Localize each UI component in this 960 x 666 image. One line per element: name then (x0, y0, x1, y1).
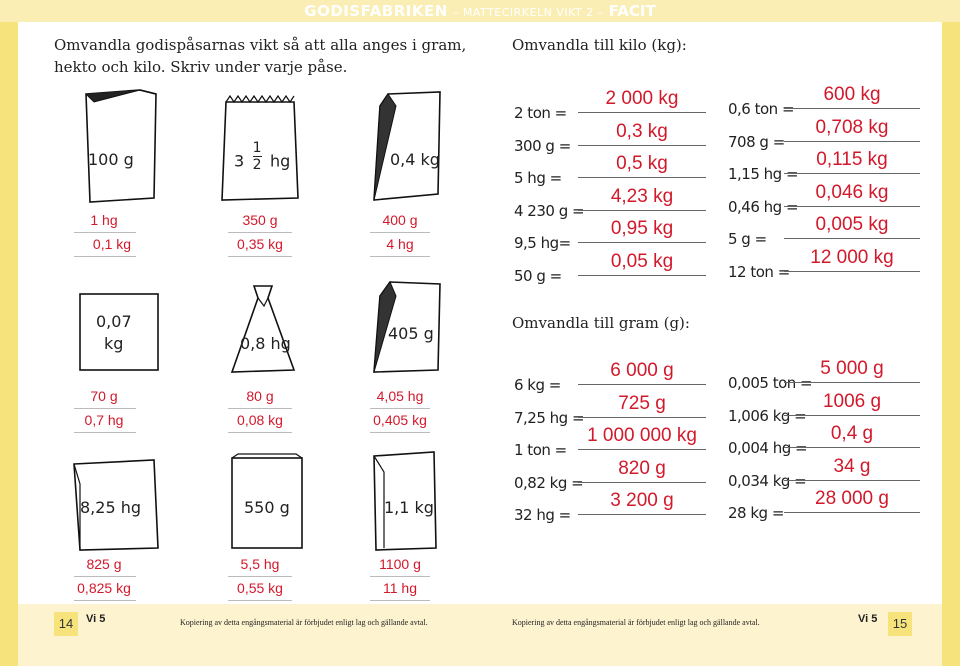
bag-7-answer-2: 0,825 kg (77, 580, 131, 596)
left-margin-stripe (0, 0, 18, 666)
exercise-answer: 3 200 g (610, 490, 674, 511)
exercise-question: 0,82 kg = (514, 473, 584, 492)
answer-line (370, 256, 430, 257)
answer-line (784, 512, 920, 513)
exercise-answer: 1006 g (822, 390, 882, 412)
exercise-answer: 0,708 kg (815, 116, 889, 138)
answer-line (784, 206, 920, 207)
right-margin-stripe (942, 0, 960, 666)
exercise-answer: 0,046 kg (815, 181, 889, 203)
answer-line (228, 232, 292, 233)
bag-9-answer-1: 1100 g (379, 556, 421, 572)
bag-4-answer-2: 0,7 hg (84, 412, 124, 428)
answer-line (74, 432, 136, 433)
bag-1-answer-2: 0,1 kg (92, 236, 132, 252)
page-number-right: 15 (888, 612, 912, 636)
exercise-answer: 12 000 kg (810, 246, 894, 268)
bag-5-answer-2: 0,08 kg (237, 412, 283, 428)
answer-line (578, 482, 706, 483)
bag-2-denominator: 2 (252, 157, 262, 173)
exercise-answer: 725 g (618, 392, 666, 414)
bag-9-label: 1,1 kg (384, 498, 434, 517)
bag-7-label: 8,25 hg (80, 498, 142, 517)
answer-line (784, 480, 920, 481)
bag-8-label: 550 g (244, 498, 290, 517)
exercise-question: 9,5 hg= (514, 234, 571, 252)
gram-section-title: Omvandla till gram (g): (512, 314, 690, 332)
header-facit: FACIT (608, 2, 656, 20)
exercise-question: 2 ton = (514, 104, 567, 122)
bag-2-label (234, 140, 290, 173)
exercise-question: 0,005 ton = (728, 374, 813, 392)
answer-line (784, 382, 920, 383)
bag-3-answer-1: 400 g (382, 212, 418, 228)
answer-line (578, 210, 706, 211)
answer-line (74, 576, 136, 577)
candy-bag-4 (74, 290, 164, 374)
bag-5-answer-1: 80 g (246, 388, 274, 404)
exercise-question: 0,6 ton = (728, 100, 795, 118)
answer-line (370, 408, 430, 409)
bag-1-answer-1: 1 hg (90, 212, 118, 228)
answer-line (370, 600, 430, 601)
bag-3-answer-2: 4 hg (386, 236, 414, 252)
answer-line (578, 514, 706, 515)
answer-line (578, 242, 706, 243)
exercise-answer: 0,5 kg (616, 153, 668, 174)
exercise-answer: 0,3 kg (616, 120, 668, 142)
answer-line (578, 177, 706, 178)
answer-line (784, 447, 920, 448)
exercise-answer: 1 000 000 kg (587, 425, 697, 446)
answer-line (578, 112, 706, 113)
answer-line (784, 415, 920, 416)
answer-line (578, 384, 706, 385)
exercise-answer: 820 g (618, 457, 666, 479)
exercise-question: 32 hg = (514, 506, 571, 524)
bag-6-label: 405 g (388, 324, 434, 343)
page-header (0, 0, 960, 22)
answer-line (784, 173, 920, 174)
answer-line (578, 449, 706, 450)
candy-bag-5 (224, 280, 304, 376)
instruction-line-1: Omvandla godispåsarnas vikt så att alla anges i gram, (54, 36, 467, 54)
exercise-answer: 28 000 g (815, 488, 889, 509)
answer-line (578, 275, 706, 276)
bag-3-label: 0,4 kg (390, 150, 440, 169)
answer-line (784, 238, 920, 239)
exercise-answer: 0,05 kg (610, 250, 674, 272)
answer-line (74, 408, 136, 409)
exercise-question: 50 g = (514, 266, 562, 285)
bag-4-label-line2: kg (104, 334, 124, 353)
exercise-question: 4 230 g = (514, 201, 585, 220)
exercise-answer: 2 000 kg (605, 88, 679, 109)
answer-line (74, 232, 136, 233)
bag-1-label: 100 g (88, 150, 134, 169)
copyright-left: Kopiering av detta engångsmaterial är förbjudet enligt lag och gällande avtal. (180, 618, 428, 627)
exercise-answer: 0,95 kg (610, 218, 674, 239)
exercise-question: 1,006 kg = (728, 406, 807, 425)
answer-line (228, 256, 292, 257)
bag-2-answer-2: 0,35 kg (237, 236, 283, 252)
answer-line (228, 432, 292, 433)
copyright-right: Kopiering av detta engångsmaterial är förbjudet enligt lag och gällande avtal. (512, 618, 760, 627)
answer-line (74, 600, 136, 601)
candy-bag-3 (366, 86, 446, 204)
answer-line (784, 141, 920, 142)
exercise-question: 12 ton = (728, 262, 790, 281)
bag-9-answer-2: 11 hg (383, 580, 417, 596)
bag-2-numerator: 1 (252, 140, 262, 156)
answer-line (370, 432, 430, 433)
answer-line (784, 108, 920, 109)
bag-6-answer-2: 0,405 kg (373, 412, 427, 428)
answer-line (74, 256, 136, 257)
exercise-question: 28 kg = (728, 504, 784, 522)
exercise-answer: 34 g (833, 455, 871, 477)
answer-line (228, 408, 292, 409)
exercise-question: 1 ton = (514, 441, 567, 459)
exercise-answer: 0,005 kg (815, 214, 889, 235)
exercise-question: 300 g = (514, 136, 571, 155)
answer-line (370, 232, 430, 233)
exercise-answer: 5 000 g (820, 358, 884, 379)
exercise-question: 5 hg = (514, 169, 562, 187)
exercise-question: 0,034 kg = (728, 471, 807, 490)
exercise-answer: 600 kg (823, 84, 881, 105)
exercise-question: 6 kg = (514, 376, 561, 394)
answer-line (228, 600, 292, 601)
bag-2-unit: hg (270, 151, 291, 171)
answer-line (784, 271, 920, 272)
bag-5-label: 0,8 hg (240, 334, 291, 353)
exercise-question: 5 g = (728, 230, 767, 248)
answer-line (370, 576, 430, 577)
exercise-answer: 4,23 kg (610, 185, 674, 207)
bag-2-whole: 3 (234, 151, 245, 171)
exercise-question: 0,004 hg = (728, 439, 808, 457)
exercise-question: 0,46 hg = (728, 197, 799, 216)
bag-2-fraction (253, 140, 262, 173)
instruction-line-2: hekto och kilo. Skriv under varje påse. (54, 58, 348, 76)
bag-8-answer-2: 0,55 kg (237, 580, 283, 596)
exercise-question: 1,15 hg = (728, 165, 799, 183)
answer-line (578, 417, 706, 418)
candy-bag-1 (80, 86, 162, 206)
bag-4-answer-1: 70 g (90, 388, 118, 404)
bag-7-answer-1: 825 g (86, 556, 122, 572)
header-brand: GODISFABRIKEN (304, 2, 448, 20)
kilo-section-title: Omvandla till kilo (kg): (512, 36, 687, 54)
vi-label-left: Vi 5 (86, 613, 106, 625)
answer-line (228, 576, 292, 577)
exercise-answer: 0,115 kg (816, 149, 888, 170)
vi-label-right: Vi 5 (858, 613, 878, 625)
answer-line (578, 145, 706, 146)
exercise-question: 708 g = (728, 132, 785, 151)
bag-6-answer-1: 4,05 hg (376, 388, 424, 404)
header-subtitle: – MATTECIRKELN VIKT 2 – (452, 6, 604, 19)
bag-4-label-line1: 0,07 (96, 312, 132, 331)
bag-8-answer-1: 5,5 hg (240, 556, 280, 572)
page-number-left: 14 (54, 612, 78, 636)
exercise-answer: 6 000 g (610, 360, 674, 381)
exercise-answer: 0,4 g (830, 423, 874, 444)
exercise-question: 7,25 hg = (514, 408, 585, 427)
bag-2-answer-1: 350 g (242, 212, 278, 228)
